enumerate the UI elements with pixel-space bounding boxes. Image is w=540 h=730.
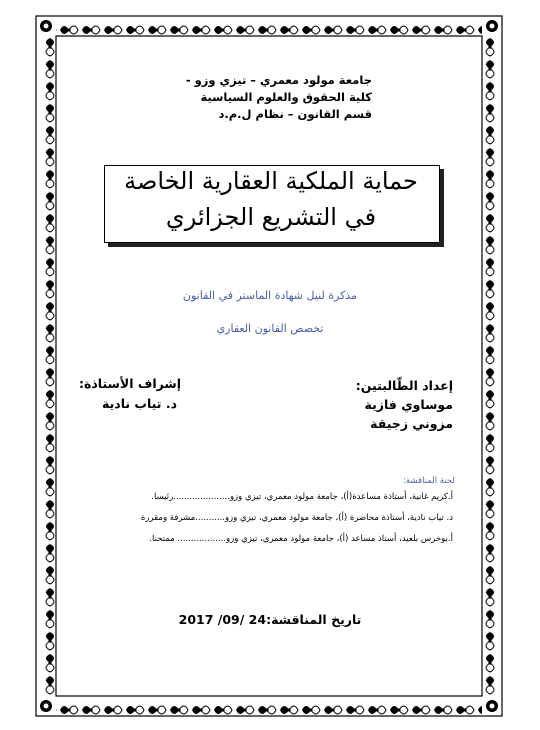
corner-ornament <box>40 20 498 712</box>
university-header <box>132 72 372 123</box>
jury-heading: لجنة المناقشة: <box>403 476 455 486</box>
university-name: جامعة مولود معمري – تيزي وزو - <box>185 73 372 87</box>
jury-member: أ.كريم غانية، أستاذة مساعدة(أ)، جامعة مولود معمري، تيزي وزو.....................رئيسا. <box>151 492 453 502</box>
prepared-heading: إعداد الطّالبتين: <box>355 378 453 393</box>
defense-date: تاريخ المناقشة:24 /09/ 2017 <box>178 612 362 627</box>
department-name: قسم القانون – نظام ل.م.د <box>218 107 372 121</box>
supervisor-name: د. تياب نادية <box>102 396 177 411</box>
supervision-heading: إشراف الأستاذة: <box>79 376 181 391</box>
specialty: تخصص القانون العقاري <box>216 322 324 335</box>
student-name: مزوني زجيقة <box>370 416 453 431</box>
faculty-name: كلية الحقوق والعلوم السياسية <box>200 90 372 104</box>
student-name: موساوي فازية <box>364 397 453 412</box>
thesis-title-line2: في التشريع الجزائري <box>165 203 377 231</box>
memo-degree: مذكرة لنيل شهادة الماستر في القانون <box>182 289 358 302</box>
jury-member: أ.بوخرس بلعيد، أستاذ مساعد (أ)، جامعة مولود معمري، تيزي وزو.................. ممتحنا. <box>149 534 453 544</box>
jury-member: د. تياب نادية، أستاذة محاضرة (أ)، جامعة مولود معمري، تيزي وزو...........مشرفة ومقررة <box>140 513 453 523</box>
thesis-title-line1: حماية الملكية العقارية الخاصة <box>124 167 418 195</box>
